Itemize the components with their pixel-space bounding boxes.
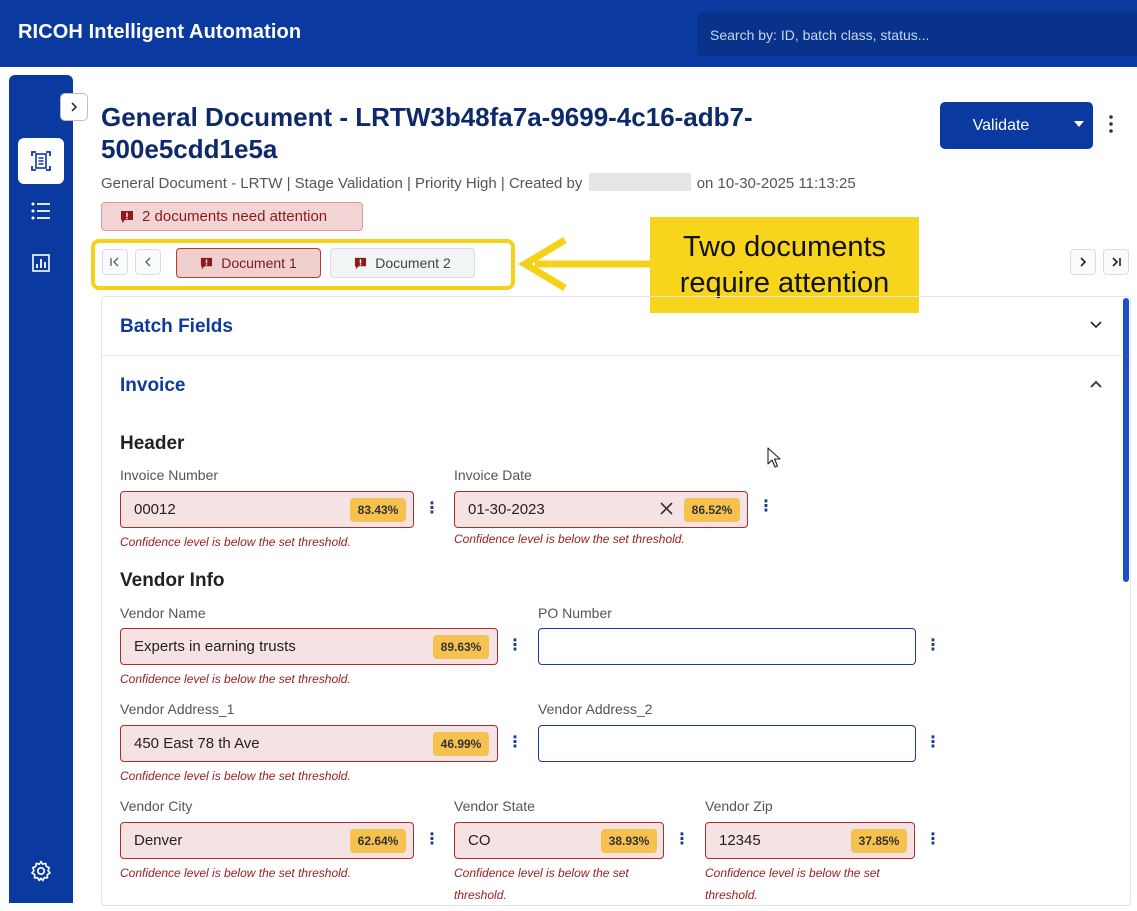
error-message: [705, 862, 880, 906]
chevron-down-icon[interactable]: [1089, 318, 1103, 332]
vendor-city-label: Vendor City: [120, 798, 193, 814]
sidebar-item-settings[interactable]: [18, 848, 64, 894]
section-divider: [102, 355, 1122, 356]
confidence-badge: 62.64%: [350, 829, 406, 853]
sidebar-item-documents[interactable]: [18, 138, 64, 184]
kebab-menu-icon[interactable]: ⋮: [424, 831, 440, 848]
vendor-zip-field[interactable]: [705, 822, 915, 859]
invoice-date-field[interactable]: [454, 491, 748, 528]
tab-document-2[interactable]: [330, 248, 475, 278]
error-line-1: Confidence level is below the set: [454, 866, 629, 880]
app-title: RICOH Intelligent Automation: [18, 21, 302, 43]
list-icon: [30, 200, 52, 222]
error-message: Confidence level is below the set threshold.: [120, 866, 351, 880]
tab-label: Document 1: [221, 255, 297, 271]
last-page-icon: [1110, 256, 1122, 268]
confidence-badge: 37.85%: [851, 829, 907, 853]
page-title: General Document - LRTW3b48fa7a-9699-4c16-adb7-500e5cdd1e5a: [101, 102, 753, 164]
po-number-field[interactable]: [538, 628, 916, 665]
error-message: Confidence level is below the set threshold.: [120, 769, 351, 783]
search-input[interactable]: Search by: ID, batch class, status...: [697, 12, 1137, 56]
scrollbar[interactable]: [1123, 298, 1129, 582]
tab-document-1[interactable]: [176, 248, 321, 278]
kebab-menu-icon[interactable]: ⋮: [674, 831, 690, 848]
confidence-badge: 86.52%: [684, 498, 740, 522]
report-icon: [31, 253, 51, 273]
attention-text: 2 documents need attention: [142, 208, 328, 225]
next-page-icon: [1077, 256, 1089, 268]
chevron-up-icon[interactable]: [1089, 377, 1103, 391]
callout-line-2: require attention: [679, 267, 890, 299]
validate-label: Validate: [972, 116, 1030, 134]
callout-line-1: Two documents: [682, 231, 887, 263]
sidebar-item-reports[interactable]: [18, 240, 64, 286]
confidence-badge: 89.63%: [433, 635, 489, 659]
invoice-date-label: Invoice Date: [454, 467, 532, 483]
next-document-button[interactable]: [1070, 249, 1096, 275]
kebab-menu-icon[interactable]: ⋮: [758, 498, 774, 515]
invoice-number-field[interactable]: [120, 491, 414, 528]
confidence-badge: 83.43%: [350, 498, 406, 522]
alert-flag-icon: [120, 210, 134, 224]
group-header: Header: [120, 433, 185, 454]
chevron-down-icon[interactable]: [1073, 119, 1085, 129]
vendor-name-label: Vendor Name: [120, 605, 206, 621]
alert-flag-icon: [200, 257, 213, 270]
first-document-button[interactable]: [102, 249, 128, 275]
kebab-menu-icon[interactable]: ⋮: [925, 734, 941, 751]
top-bar: [0, 0, 1137, 67]
section-batch-fields[interactable]: Batch Fields: [120, 316, 233, 337]
previous-document-button[interactable]: [135, 249, 161, 275]
error-message: [454, 862, 629, 906]
vendor-address-2-label: Vendor Address_2: [538, 701, 653, 717]
error-line-2: threshold.: [705, 888, 758, 902]
kebab-menu-icon[interactable]: [1108, 114, 1114, 139]
prev-page-icon: [142, 256, 154, 268]
meta-prefix: General Document - LRTW | Stage Validation | Priority High | Created by: [101, 175, 583, 192]
kebab-menu-icon[interactable]: ⋮: [507, 734, 523, 751]
validate-button[interactable]: [940, 102, 1093, 149]
field-value: CO: [468, 832, 491, 849]
error-line-2: threshold.: [454, 888, 507, 902]
document-meta: [101, 173, 856, 192]
vendor-zip-label: Vendor Zip: [705, 798, 773, 814]
vendor-city-field[interactable]: [120, 822, 414, 859]
field-value: Denver: [134, 832, 183, 849]
kebab-menu-icon[interactable]: ⋮: [507, 637, 523, 654]
vendor-state-field[interactable]: [454, 822, 664, 859]
vendor-state-label: Vendor State: [454, 798, 535, 814]
settings-icon: [29, 859, 53, 883]
error-message: Confidence level is below the set threshold.: [120, 672, 351, 686]
kebab-menu-icon[interactable]: ⋮: [925, 831, 941, 848]
error-message: Confidence level is below the set threshold.: [454, 532, 685, 546]
kebab-menu-icon[interactable]: ⋮: [925, 637, 941, 654]
field-value: 01-30-2023: [468, 501, 545, 518]
po-number-label: PO Number: [538, 605, 612, 621]
attention-badge: [101, 202, 363, 231]
error-message: Confidence level is below the set threshold.: [120, 535, 351, 549]
field-value: 00012: [134, 501, 176, 518]
annotation-arrow: [513, 236, 653, 292]
meta-suffix: on 10-30-2025 11:13:25: [696, 175, 856, 192]
form-panel: [101, 296, 1131, 906]
sidebar-item-list[interactable]: [18, 188, 64, 234]
field-value: Experts in earning trusts: [134, 638, 296, 655]
vendor-address-1-label: Vendor Address_1: [120, 701, 235, 717]
document-scan-icon: [29, 149, 53, 173]
sidebar-expand-button[interactable]: [60, 93, 88, 121]
first-page-icon: [109, 256, 121, 268]
vendor-name-field[interactable]: [120, 628, 498, 665]
invoice-number-label: Invoice Number: [120, 467, 219, 483]
section-invoice[interactable]: Invoice: [120, 375, 186, 396]
mouse-cursor-icon: [767, 447, 781, 469]
redacted-creator: [589, 173, 691, 191]
field-value: 12345: [719, 832, 761, 849]
confidence-badge: 38.93%: [601, 829, 657, 853]
vendor-address-1-field[interactable]: [120, 725, 498, 762]
confidence-badge: 46.99%: [433, 732, 489, 756]
kebab-menu-icon[interactable]: ⋮: [424, 500, 440, 517]
group-vendor-info: Vendor Info: [120, 570, 225, 591]
vendor-address-2-field[interactable]: [538, 725, 916, 762]
clear-icon[interactable]: [659, 501, 674, 516]
error-line-1: Confidence level is below the set: [705, 866, 880, 880]
last-document-button[interactable]: [1103, 249, 1129, 275]
alert-flag-icon: [354, 257, 367, 270]
tab-label: Document 2: [375, 255, 451, 271]
field-value: 450 East 78 th Ave: [134, 735, 260, 752]
chevron-right-icon: [68, 101, 80, 113]
